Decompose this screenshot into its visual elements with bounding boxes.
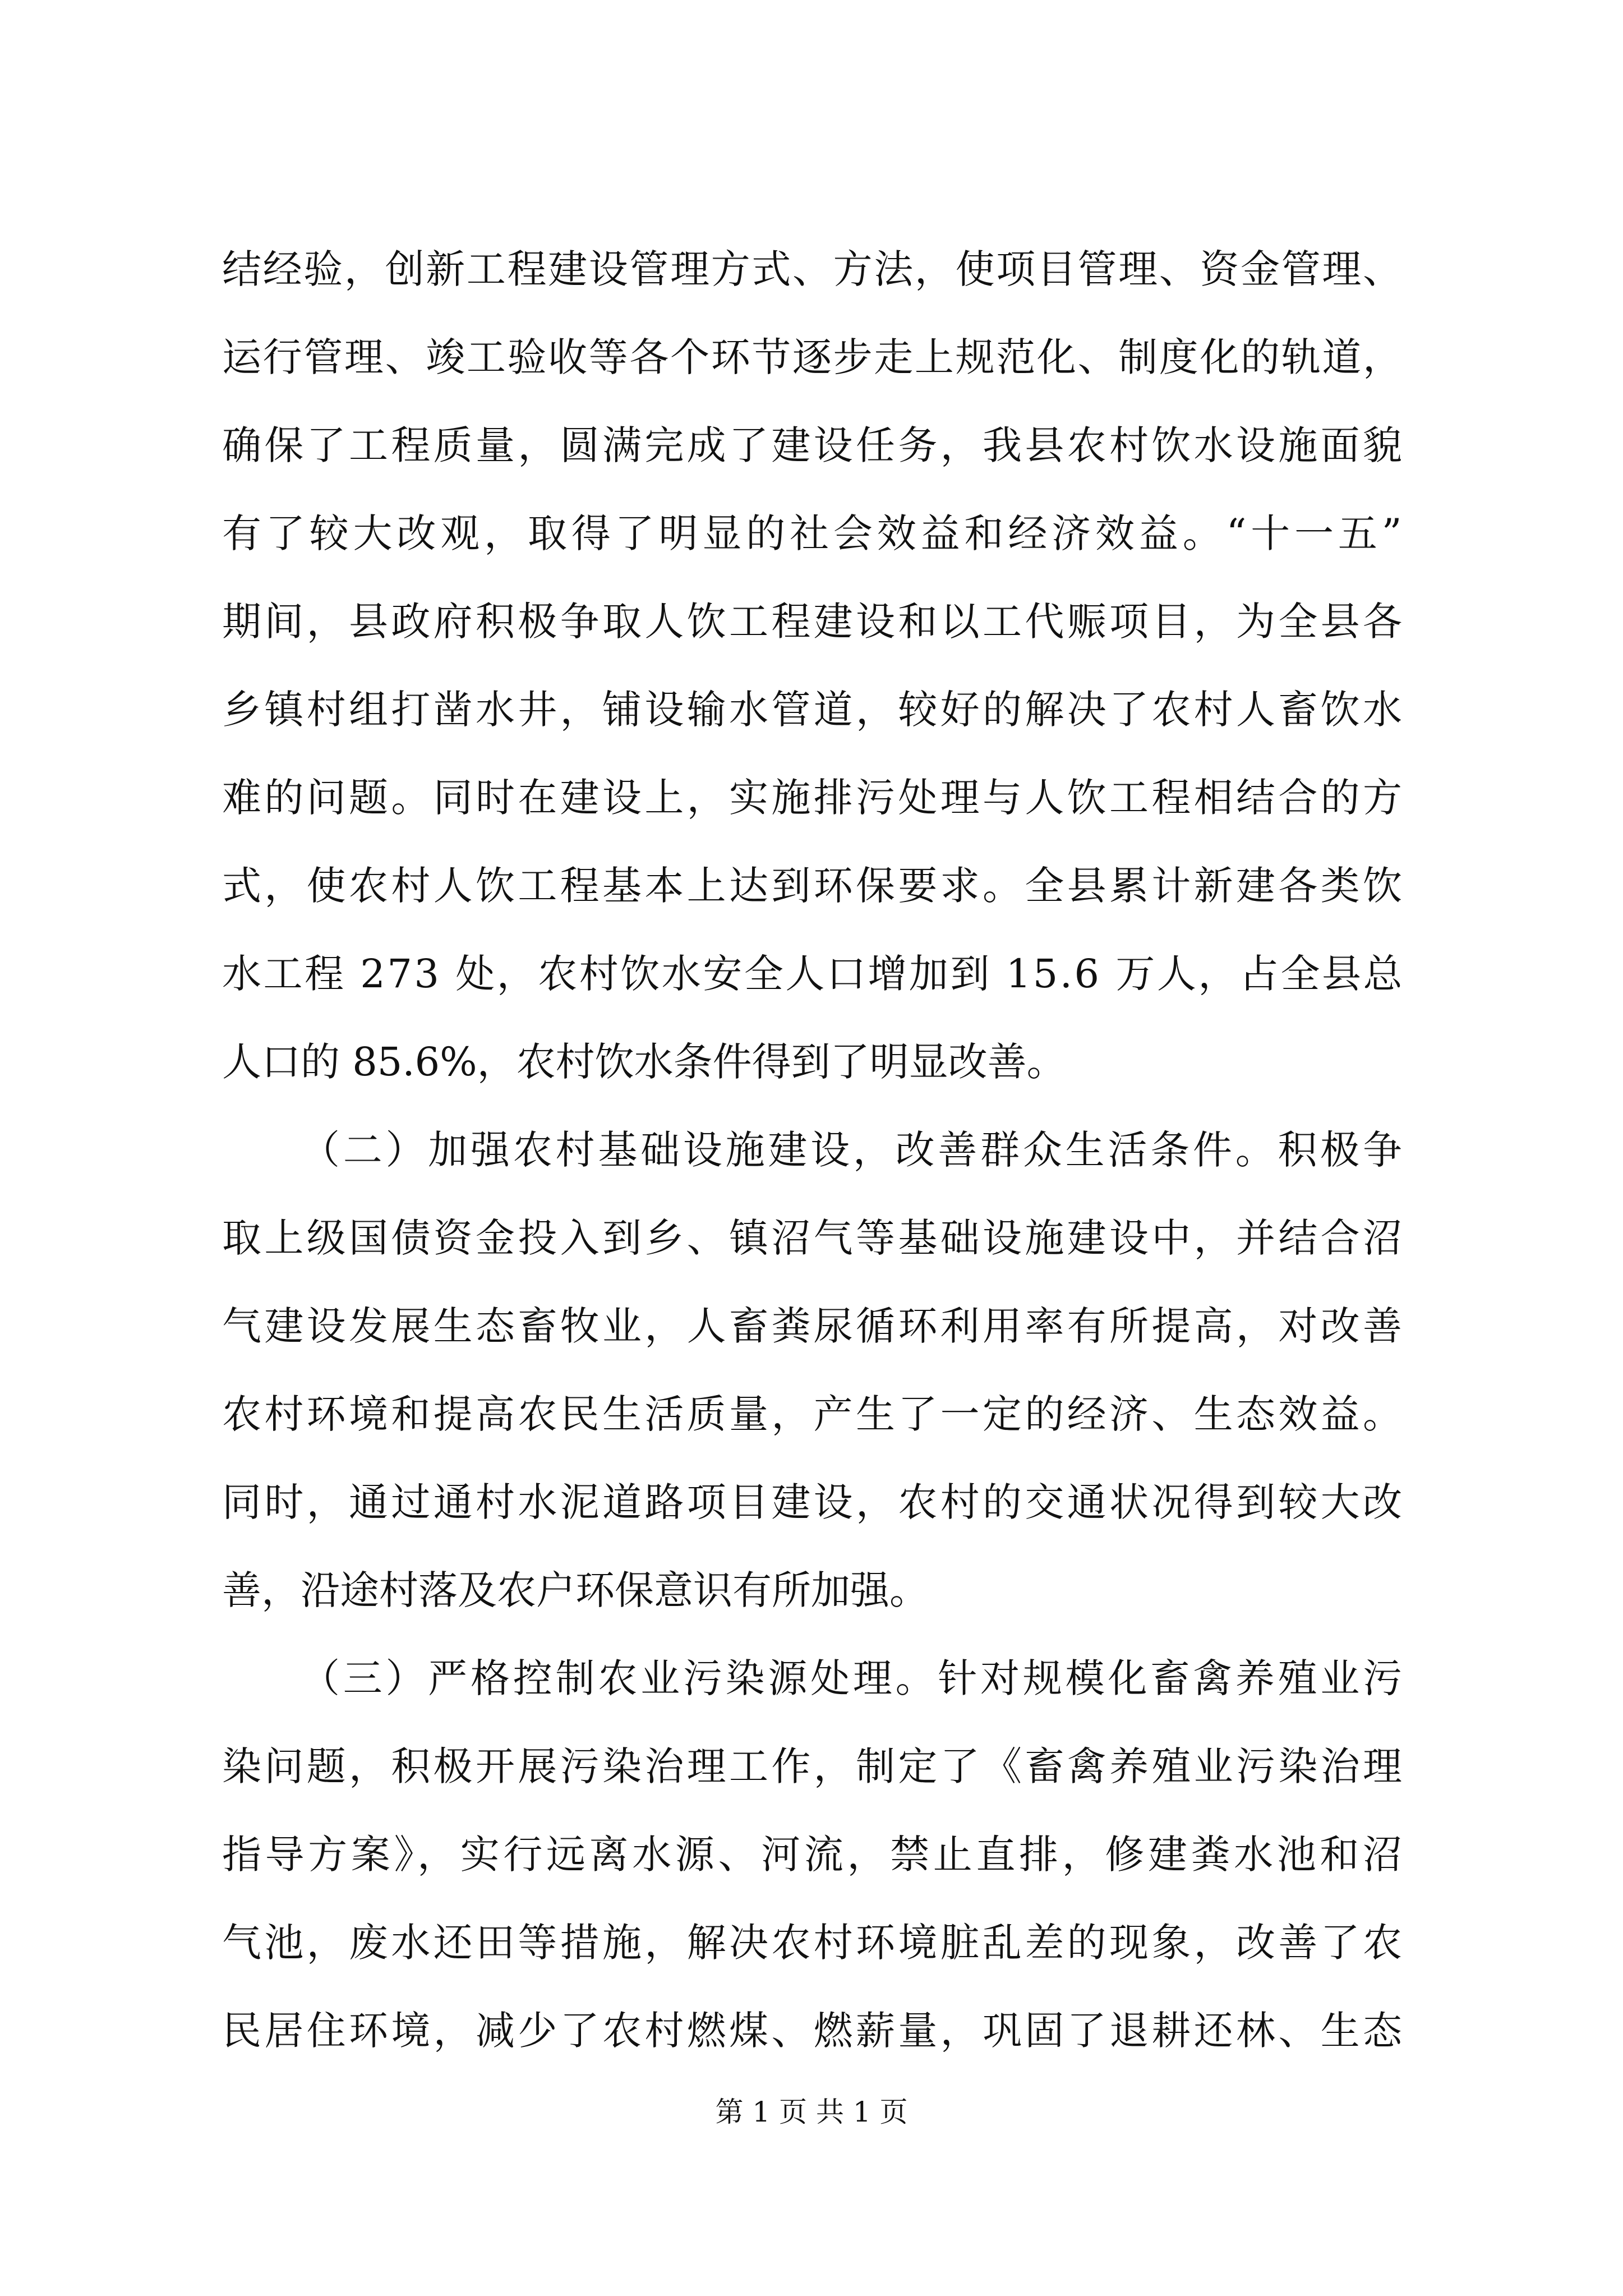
text-line: 运行管理、竣工验收等各个环节逐步走上规范化、制度化的轨道，	[222, 334, 1404, 380]
text-line: （三）严格控制农业污染源处理。针对规模化畜禽养殖业污	[301, 1655, 1405, 1701]
text-line: 期间，县政府积极争取人饮工程建设和以工代赈项目，为全县各	[222, 599, 1405, 645]
text-line: 农村环境和提高农民生活质量，产生了一定的经济、生态效益。	[222, 1391, 1405, 1437]
text-line: 同时，通过通村水泥道路项目建设，农村的交通状况得到较大改	[222, 1479, 1405, 1525]
text-line: 善，沿途村落及农户环保意识有所加强。	[222, 1567, 929, 1613]
text-line: 民居住环境，减少了农村燃煤、燃薪量，巩固了退耕还林、生态	[222, 2008, 1405, 2054]
text-line: 难的问题。同时在建设上，实施排污处理与人饮工程相结合的方	[222, 775, 1405, 821]
text-line: 确保了工程质量，圆满完成了建设任务，我县农村饮水设施面貌	[222, 422, 1405, 468]
text-line: 有了较大改观，取得了明显的社会效益和经济效益。“十一五”	[222, 510, 1407, 556]
text-line: 指导方案》，实行远离水源、河流，禁止直排，修建粪水池和沼	[222, 1832, 1406, 1878]
text-line: 水工程 273 处，农村饮水安全人口增加到 15.6 万人，占全县总	[222, 951, 1404, 997]
text-line: 乡镇村组打凿水井，铺设输水管道，较好的解决了农村人畜饮水	[222, 687, 1405, 733]
text-line: 染问题，积极开展污染治理工作，制定了《畜禽养殖业污染治理	[222, 1743, 1405, 1789]
text-line: 取上级国债资金投入到乡、镇沼气等基础设施建设中，并结合沼	[222, 1215, 1405, 1261]
text-line: （二）加强农村基础设施建设，改善群众生活条件。积极争	[301, 1127, 1405, 1173]
text-line: 人口的 85.6%，农村饮水条件得到了明显改善。	[222, 1039, 1066, 1085]
text-line: 结经验，创新工程建设管理方式、方法，使项目管理、资金管理、	[222, 246, 1404, 292]
text-line: 式，使农村人饮工程基本上达到环保要求。全县累计新建各类饮	[222, 863, 1405, 909]
page-footer: 第 1 页 共 1 页	[715, 2096, 908, 2128]
text-line: 气建设发展生态畜牧业，人畜粪尿循环利用率有所提高，对改善	[222, 1303, 1405, 1349]
text-line: 气池，废水还田等措施，解决农村环境脏乱差的现象，改善了农	[222, 1920, 1405, 1966]
